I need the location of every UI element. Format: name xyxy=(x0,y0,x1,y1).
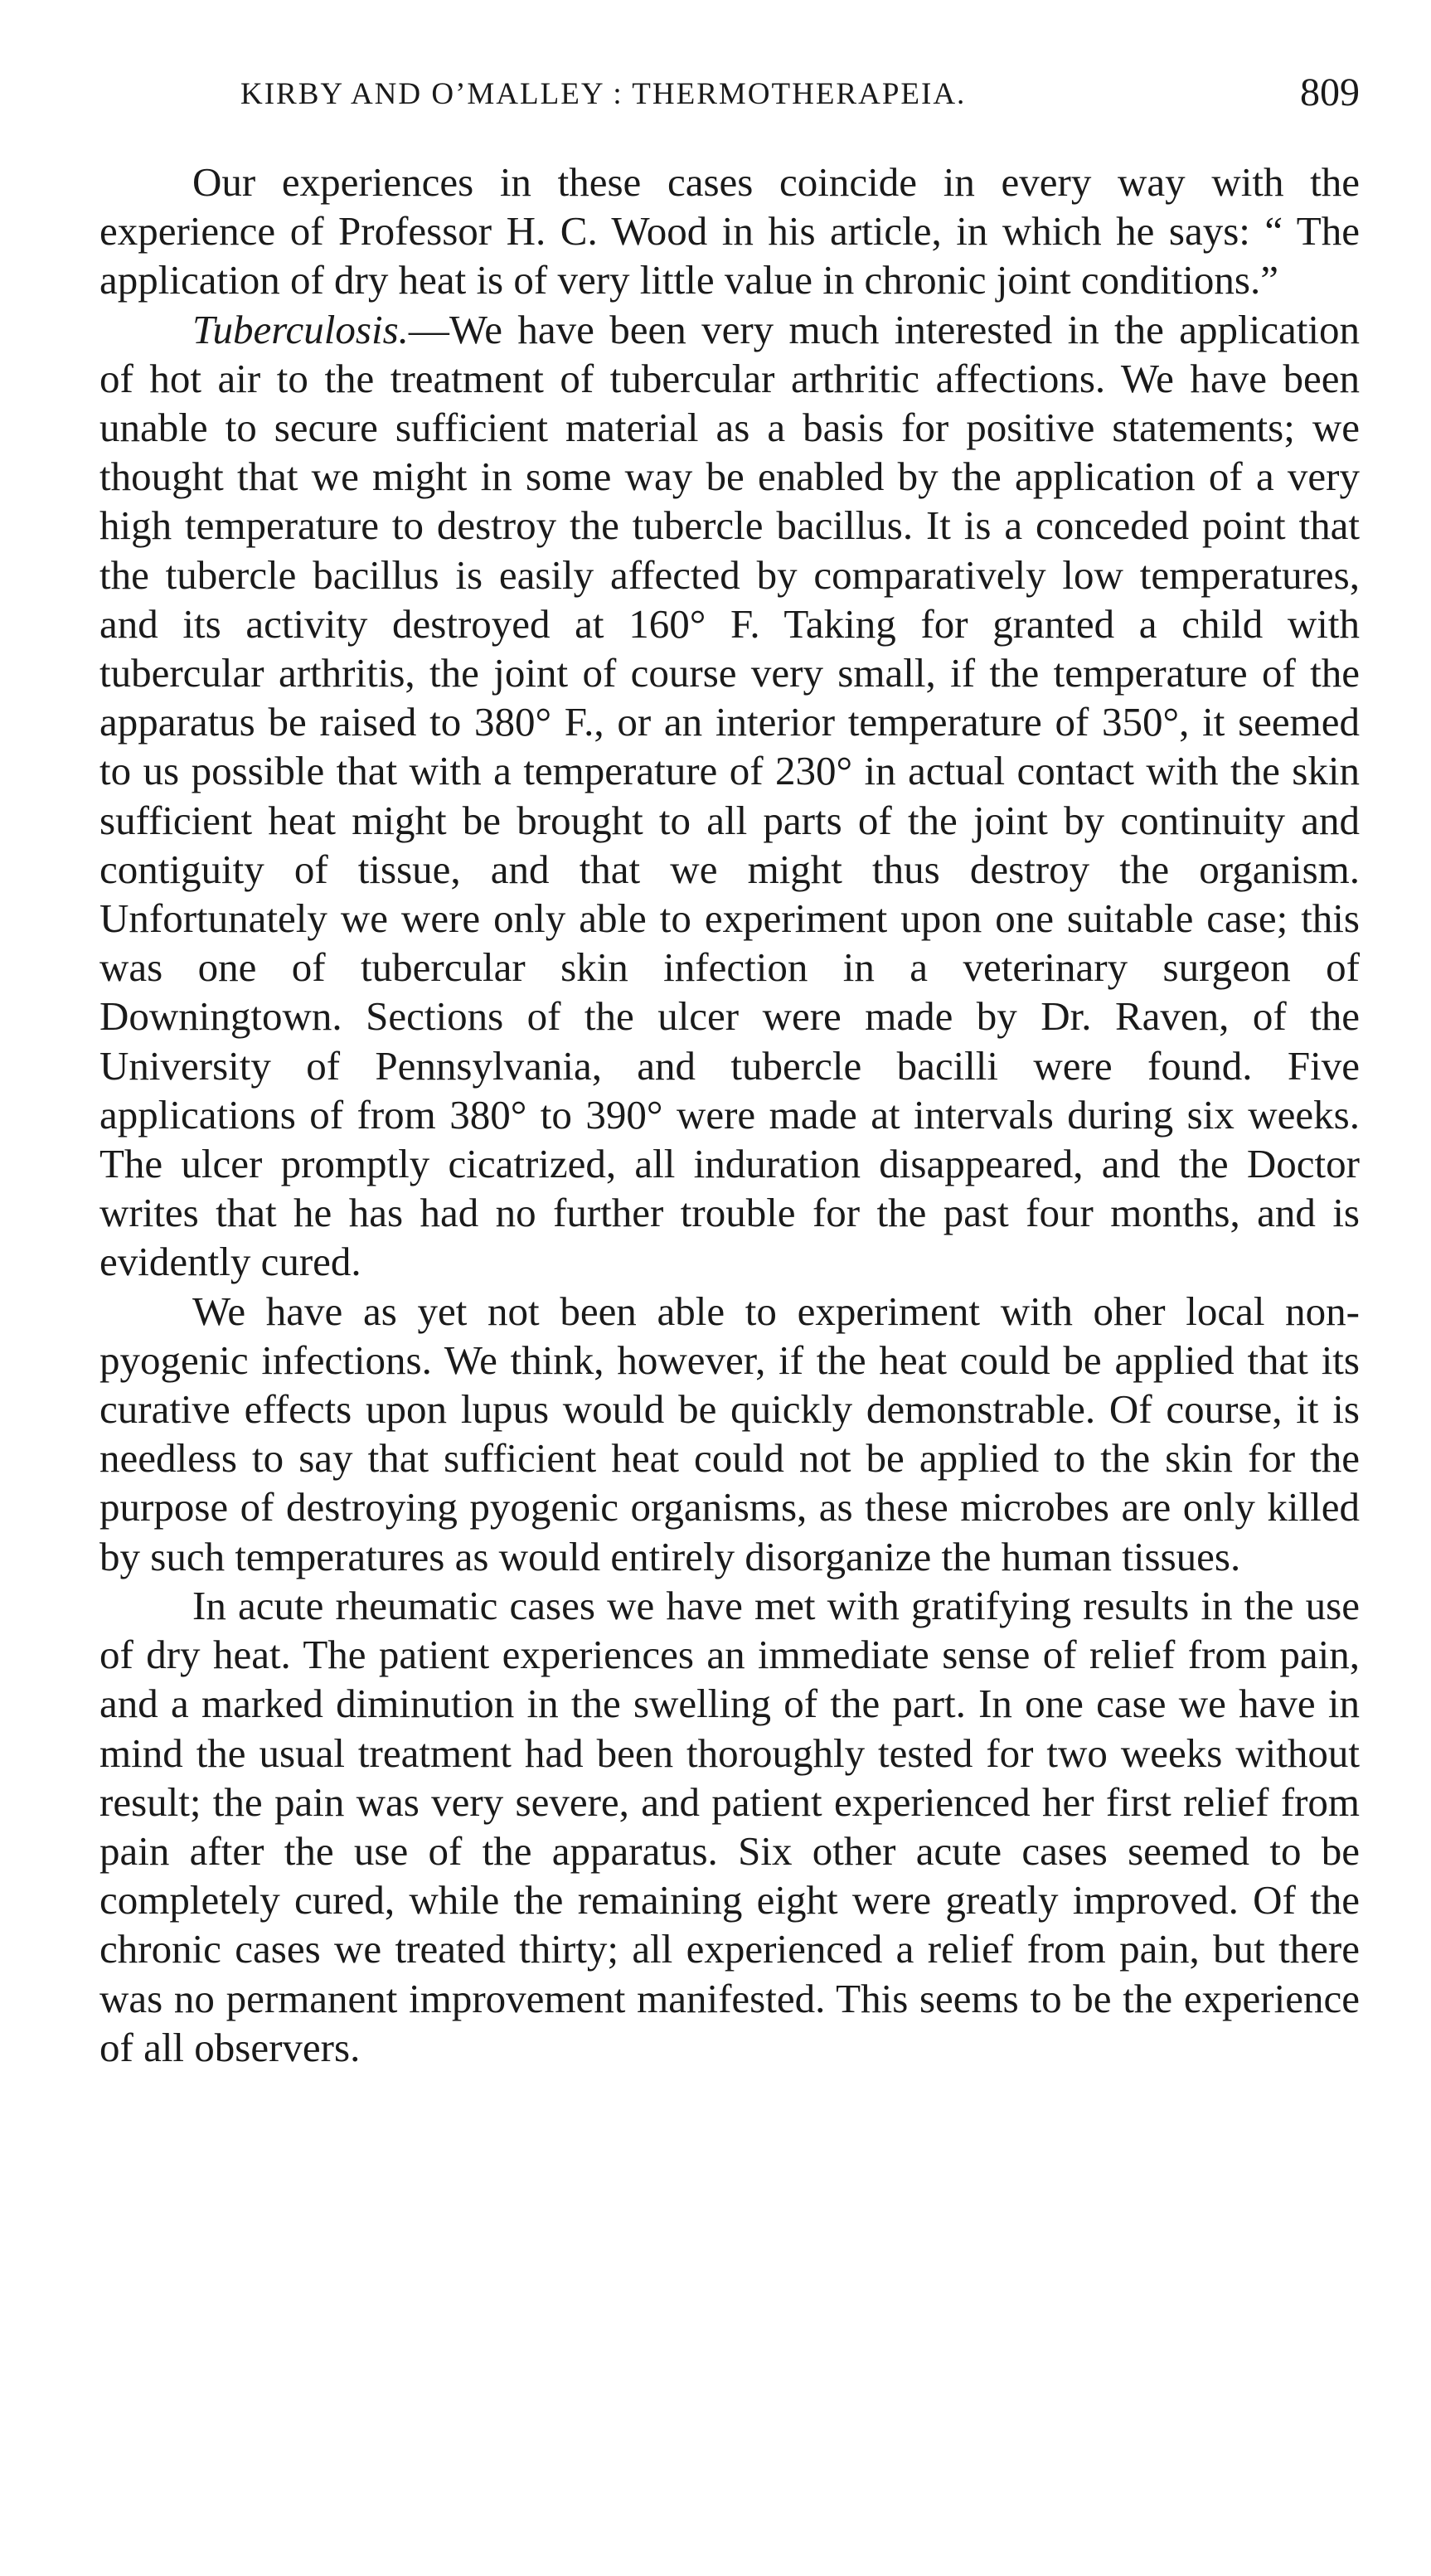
paragraph-tuberculosis xyxy=(99,305,1360,1287)
paragraph-text: We have as yet not been able to experiment with oher local non-pyogenic infections. We think, however, if the heat could be applied that its curative effects upon lupus would be quickly demonstrable. Of course, it is needless to say that sufficient heat could not be applied to the skin for the purpose of destroying pyogenic organisms, as these microbes are only killed by such temperatures as would entirely disorganize the human tissues. xyxy=(99,1288,1360,1579)
running-title: KIRBY AND O’MALLEY : THERMOTHERAPEIA. xyxy=(240,77,967,111)
section-title-tuberculosis: Tuberculosis. xyxy=(192,306,409,352)
page-number: 809 xyxy=(1300,70,1360,114)
paragraph-acute-rheumatic xyxy=(99,1581,1360,2072)
paragraph-text: In acute rheumatic cases we have met with gratifying results in the use of dry heat. The patient experiences an immediate sense of relief from pain, and a marked diminution in the swelling of the part. In one case we have in mind the usual treatment had been thoroughly tested for two weeks without result; the pain was very severe, and patient experienced her first relief from pain after the use of the apparatus. Six other acute cases seemed to be completely cured, while the remaining eight were greatly improved. Of the chronic cases we treated thirty; all experienced a relief from pain, but there was no permanent improvement manifested. This seems to be the experience of all observers. xyxy=(99,1582,1360,2070)
body-text xyxy=(99,158,1360,2072)
book-page xyxy=(99,0,1360,2576)
paragraph-non-pyogenic xyxy=(99,1287,1360,1581)
paragraph-wood-quote xyxy=(99,158,1360,305)
paragraph-text: Our experiences in these cases coincide in every way with the experience of Professor H. C. Wood in his article, in which he says: “ The application of dry heat is of very little value in chronic joint conditions.” xyxy=(99,159,1360,303)
paragraph-text: —We have been very much interested in the application of hot air to the treatment of tubercular arthritic affections. We have been unable to secure sufficient material as a basis for positive statements; we thought that we might in some way be enabled by the application of a very high temperature to destroy the tubercle bacillus. It is a conceded point that the tubercle bacillus is easily affected by comparatively low temperatures, and its activity destroyed at 160° F. Taking for granted a child with tubercular arthritis, the joint of course very small, if the temperature of the apparatus be raised to 380° F., or an interior temperature of 350°, it seemed to us possible that with a temperature of 230° in actual contact with the skin sufficient heat might be brought to all parts of the joint by continuity and contiguity of tissue, and that we might thus destroy the organism. Unfortunately we were only able to experiment upon one suitable case; this was one of tubercular skin infection in a veterinary surgeon of Downingtown. Sections of the ulcer were made by Dr. Raven, of the University of Pennsylvania, and tubercle bacilli were found. Five applications of from 380° to 390° were made at intervals during six weeks. The ulcer promptly cicatrized, all induration disappeared, and the Doctor writes that he has had no further trouble for the past four months, and is evidently cured. xyxy=(99,306,1360,1285)
running-head xyxy=(99,70,1360,128)
